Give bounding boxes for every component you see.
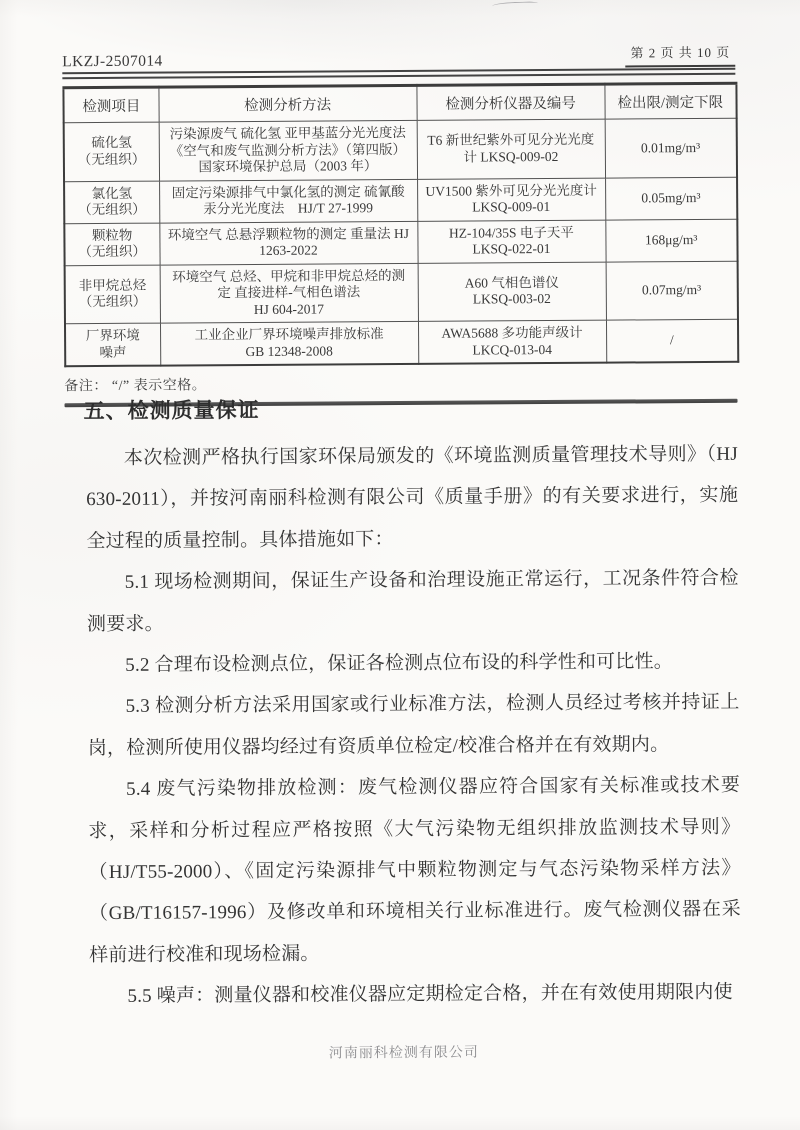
table-row bbox=[65, 319, 738, 366]
cell-limit: 0.05mg/m³ bbox=[605, 177, 737, 220]
col-test-item: 检测项目 bbox=[63, 87, 158, 123]
paragraph-5-4: 5.4 废气污染物排放检测：废气检测仪器应符合国家有关标准或技术要求，采样和分析过程应严格按照《大气污染物无组织排放监测技术导则》（HJ/T55-2000）、《固定污染源排气中颗粒物测定与气态污染物采样方法》（GB/T16157-1996）及修改单和环境相关行业标准进行。废气检测仪器在采样前进行校准和现场检漏。 bbox=[88, 775, 741, 966]
table-header-row bbox=[63, 83, 736, 122]
cell-instrument: AWA5688 多功能声级计 LKCQ-013-04 bbox=[418, 320, 606, 364]
col-analysis-method: 检测分析方法 bbox=[158, 85, 416, 122]
paragraph-5-3: 5.3 检测分析方法采用国家或行业标准方法，检测人员经过考核并持证上岗，检测所使用仪器均经过有资质单位检定/校准合格并在有效期内。 bbox=[87, 692, 740, 759]
cell-item: 颗粒物 （无组织） bbox=[64, 223, 159, 266]
cell-instrument: HZ-104/35S 电子天平 LKSQ-022-01 bbox=[417, 220, 605, 263]
col-instrument-number: 检测分析仪器及编号 bbox=[416, 84, 604, 120]
page-indicator: 第 2 页 共 10 页 bbox=[625, 42, 735, 68]
footer-company-name: 河南丽科检测有限公司 bbox=[328, 1045, 479, 1062]
table-row bbox=[65, 261, 738, 324]
cell-item: 非甲烷总烃 （无组织） bbox=[65, 265, 160, 324]
cell-item: 硫化氢 （无组织） bbox=[64, 122, 159, 181]
section-title: 五、检测质量保证 bbox=[83, 397, 260, 424]
cell-method: 环境空气 总悬浮颗粒物的测定 重量法 HJ 1263-2022 bbox=[159, 221, 417, 265]
cell-item: 厂界环境 噪声 bbox=[65, 323, 160, 366]
cell-limit: 0.07mg/m³ bbox=[606, 261, 738, 320]
table-footnote: 备注： “/” 表示空格。 bbox=[64, 378, 207, 395]
cell-limit: 0.01mg/m³ bbox=[605, 118, 737, 177]
table-row bbox=[64, 219, 737, 265]
body-text bbox=[86, 434, 742, 1040]
method-table-block bbox=[62, 82, 737, 407]
paragraph-5-5: 5.5 噪声：测量仪器和校准仪器应定期检定合格，并在有效使用期限内使 bbox=[127, 982, 733, 1008]
cell-method: 固定污染源排气中氯化氢的测定 硫氰酸汞分光光度法 HJ/T 27-1999 bbox=[159, 179, 417, 223]
cell-method: 环境空气 总烃、甲烷和非甲烷总烃的测定 直接进样-气相色谱法 HJ 604-2017 bbox=[160, 263, 418, 323]
cell-method: 污染源废气 硫化氢 亚甲基蓝分光光度法《空气和废气监测分析方法》（第四版）国家环境保护总局（2003 年） bbox=[159, 120, 417, 180]
cell-limit: 168μg/m³ bbox=[605, 219, 737, 262]
document-number: LKZJ-2507014 bbox=[62, 52, 163, 71]
detection-method-table bbox=[62, 82, 739, 367]
cell-method: 工业企业厂界环境噪声排放标准 GB 12348-2008 bbox=[160, 321, 418, 365]
paragraph-5-2: 5.2 合理布设检测点位，保证各检测点位布设的科学性和可比性。 bbox=[125, 651, 674, 676]
col-detection-limit: 检出限/测定下限 bbox=[604, 83, 736, 119]
cell-limit: / bbox=[606, 319, 738, 362]
table-row bbox=[64, 118, 737, 181]
cell-instrument: UV1500 紫外可见分光光度计 LKSQ-009-01 bbox=[417, 178, 605, 221]
table-row bbox=[64, 177, 737, 223]
paragraph-5-1: 5.1 现场检测期间，保证生产设备和治理设施正常运行，工况条件符合检测要求。 bbox=[86, 567, 739, 635]
cell-instrument: T6 新世纪紫外可见分光光度计 LKSQ-009-02 bbox=[417, 119, 605, 179]
paragraph-intro: 本次检测严格执行国家环保局颁发的《环境监测质量管理技术导则》（HJ 630-2011），并按河南丽科检测有限公司《质量手册》的有关要求进行，实施全过程的质量控制。具体措施如下： bbox=[86, 443, 739, 552]
cell-item: 氯化氢 （无组织） bbox=[64, 181, 159, 224]
cell-instrument: A60 气相色谱仪 LKSQ-003-02 bbox=[418, 262, 606, 322]
document-header bbox=[62, 42, 735, 71]
